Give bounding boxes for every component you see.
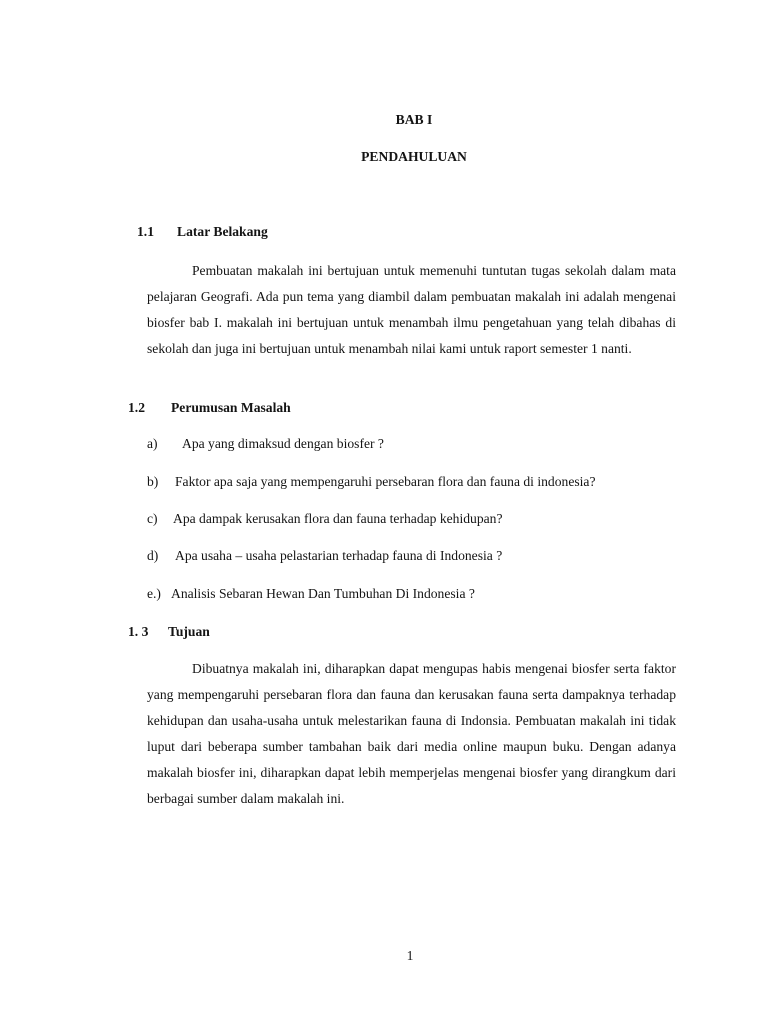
section-1-paragraph: Pembuatan makalah ini bertujuan untuk memenuhi tuntutan tugas sekolah dalam mata pelajaran Geografi. Ada pun tema yang diambil dalam pembuatan makalah ini adalah mengenai biosfer bab I. makalah ini bertujuan untuk menambah ilmu pengetahuan yang telah dibahas di sekolah dan juga ini bertujuan untuk menambah nilai kami untuk raport semester 1 nanti.: [147, 263, 676, 356]
section-3-number: 1. 3: [128, 624, 149, 639]
section-1-number: 1.1: [137, 224, 154, 239]
section-3-paragraph: Dibuatnya makalah ini, diharapkan dapat mengupas habis mengenai biosfer serta faktor yang mempengaruhi persebaran flora dan fauna dan kerusakan fauna serta dampaknya terhadap kehidupan dan usaha-usaha untuk melestarikan fauna di Indonsia. Pembuatan makalah ini tidak luput dari beberapa sumber tambahan baik dari media online maupun buku. Dengan adanya makalah biosfer ini, diharapkan dapat lebih memperjelas mengenai biosfer yang dirangkum dari berbagai sumber dalam makalah ini.: [147, 661, 676, 806]
list-item-text-a: Apa yang dimaksud dengan biosfer ?: [182, 436, 384, 451]
list-item-text-b: Faktor apa saja yang mempengaruhi persebaran flora dan fauna di indonesia?: [175, 474, 596, 489]
list-item-label-b: b): [147, 474, 159, 489]
list-item-label-d: d): [147, 548, 159, 563]
chapter-title: PENDAHULUAN: [361, 149, 467, 164]
section-2-number: 1.2: [128, 400, 145, 415]
chapter-label: BAB I: [395, 112, 433, 127]
list-item-label-e: e.): [147, 586, 161, 601]
page-number: 1: [406, 948, 414, 963]
list-item-label-c: c): [147, 511, 158, 526]
list-item-text-c: Apa dampak kerusakan flora dan fauna terhadap kehidupan?: [173, 511, 503, 526]
list-item-label-a: a): [147, 436, 158, 451]
section-1-title: Latar Belakang: [177, 224, 268, 239]
section-2-title: Perumusan Masalah: [171, 400, 291, 415]
list-item-text-d: Apa usaha – usaha pelastarian terhadap fauna di Indonesia ?: [175, 548, 503, 563]
section-3-title: Tujuan: [168, 624, 210, 639]
list-item-text-e: Analisis Sebaran Hewan Dan Tumbuhan Di Indonesia ?: [171, 586, 475, 601]
